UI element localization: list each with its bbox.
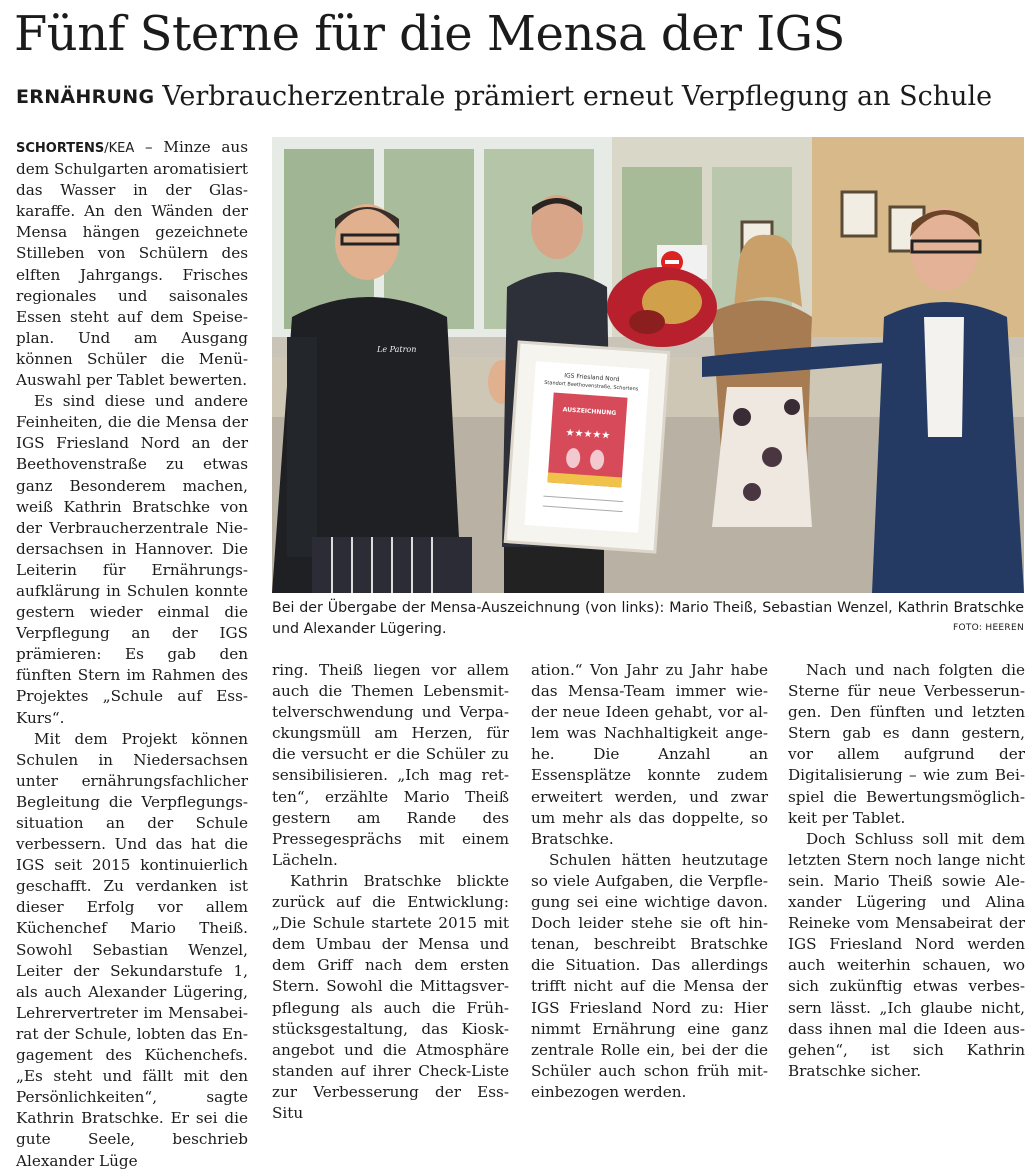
author: /KEA [104,141,135,156]
chef-jacket-text: Le Patron [377,345,417,354]
paragraph-6: Nach und nach folgten die Sterne für neue Verbesserungen. Den fünften und letzten Stern gab es dann gestern, vor allem aufgrund der Digitalisierung – wie zum Beispiel die Bewertungsmöglichkeit per Tablet. [788,661,1025,827]
paragraph-1 [16,137,248,391]
certificate-badge: AUSZEICHNUNG [562,406,617,417]
text-column-2 [272,660,509,1124]
paragraph-4-tail: ation.“ Von Jahr zu Jahr habe das Mensa-Team immer wieder neue Ideen gehabt, vor allem was Nachhaltigkeit angehe. Die Anzahl an Essensplätze konnte zudem erweitert werden, und zwar um mehr als das doppelte, so Bratschke. [531,661,768,848]
certificate-line-1: IGS Friesland Nord [564,372,620,384]
certificate-line-2: Standort Beethovenstraße, Schortens [544,379,639,393]
headline: Fünf Sterne für die Mensa der IGS [14,6,845,62]
photo-caption: Bei der Übergabe der Mensa-Auszeichnung (von links): Mario Theiß, Sebastian Wenzel, Kathrin Bratschke und Alexander Lügering. [272,600,1024,637]
paragraph-3-tail: ring. Theiß liegen vor allem auch die Themen Lebensmittelverschwendung und Verpackungsmüll am Herzen, für die versucht er die Schüler zu sensibilisieren. „Ich mag retten“, erzählte Mario Theiß gestern am Rande des Pressegesprächs mit einem Lächeln. [272,661,509,869]
text-column-4 [788,660,1025,1082]
subheadline: Verbraucherzentrale prämiert erneut Verpflegung an Schule [162,81,993,112]
subheadline-row [16,80,992,114]
svg-text:★★★★★: ★★★★★ [565,427,611,442]
text-column-3 [531,660,768,1103]
paragraph-3-head: Mit dem Projekt können Schulen in Niedersachsen unter ernährungsfachlicher Begleitung die Verpflegungssituation an der Schule verbessern. Und das hat die IGS seit 2015 kontinuierlich geschafft. Zu verdanken ist dieser Erfolg vor allem Küchenchef Mario Theiß. Sowohl Sebastian Wenzel, Leiter der Sekundarstufe 1, als auch Alexander Lügering, Lehrervertreter im Mensabeirat der Schule, lobten das Engagement des Küchenchefs. „Es steht und fällt mit den Persönlichkeiten“, sagte Kathrin Bratschke. Er sei die gute Seele, beschrieb Alexander Lüge [16,729,248,1170]
paragraph-7: Doch Schluss soll mit dem letzten Stern noch lange nicht sein. Mario Theiß sowie Alexander Lügering und Alina Reineke vom Mensabeirat der IGS Friesland Nord werden auch weiterhin schauen, wo sich zukünftig etwas verbessern lässt. „Ich glaube nicht, dass ihnen mal die Ideen ausgehen“, ist sich Kathrin Bratschke sicher. [788,829,1025,1080]
photo-credit: FOTO: HEEREN [953,623,1024,633]
news-photo [272,137,1024,593]
dateline: SCHORTENS [16,141,105,156]
paragraph-5: Schulen hätten heutzutage so viele Aufgaben, die Verpflegung sei eine wichtige davon. Doch leider stehe sie oft hintenan, beschreibt Bratschke die Situation. Das allerdings trifft nicht auf die Mensa der IGS Friesland Nord zu: Hier nimmt Ernährung eine ganz zentrale Rolle ein, bei der die Schüler auch schon früh miteinbezogen werden. [531,850,768,1101]
paragraph-1-text: – Minze aus dem Schulgarten aromatisiert das Wasser in der Glaskaraffe. An den Wänden der Mensa hängen gezeichnete Stilleben von Schülern des elften Jahrgangs. Frisches regionales und saisonales Essen steht auf dem Speiseplan. Und am Ausgang können Schüler die Menü-Auswahl per Tablet bewerten. [16,138,248,390]
paragraph-2: Es sind diese und andere Feinheiten, die die Mensa der IGS Friesland Nord an der Beethovenstraße zu etwas ganz Besonderem machen, weiß Kathrin Bratschke von der Verbraucherzentrale Niedersachsen in Hannover. Die Leiterin für Ernährungsaufklärung in Schulen konnte gestern wieder einmal die Verpflegung an der IGS prämieren: Es gab den fünften Stern im Rahmen des Projektes „Schule auf Ess-Kurs“. [16,392,248,727]
rubric-label: ERNÄHRUNG [16,86,155,108]
paragraph-4-head: Kathrin Bratschke blickte zurück auf die Entwicklung: „Die Schule startete 2015 mit dem Umbau der Mensa und dem Griff nach dem ersten Stern. Sowohl die Mittagsverpflegung als auch die Frühstücksgestaltung, das Kioskangebot und die Atmosphäre standen auf ihrer Check-Liste zur Verbesserung der Ess-Situ [272,871,509,1122]
text-column-1 [16,137,248,1172]
